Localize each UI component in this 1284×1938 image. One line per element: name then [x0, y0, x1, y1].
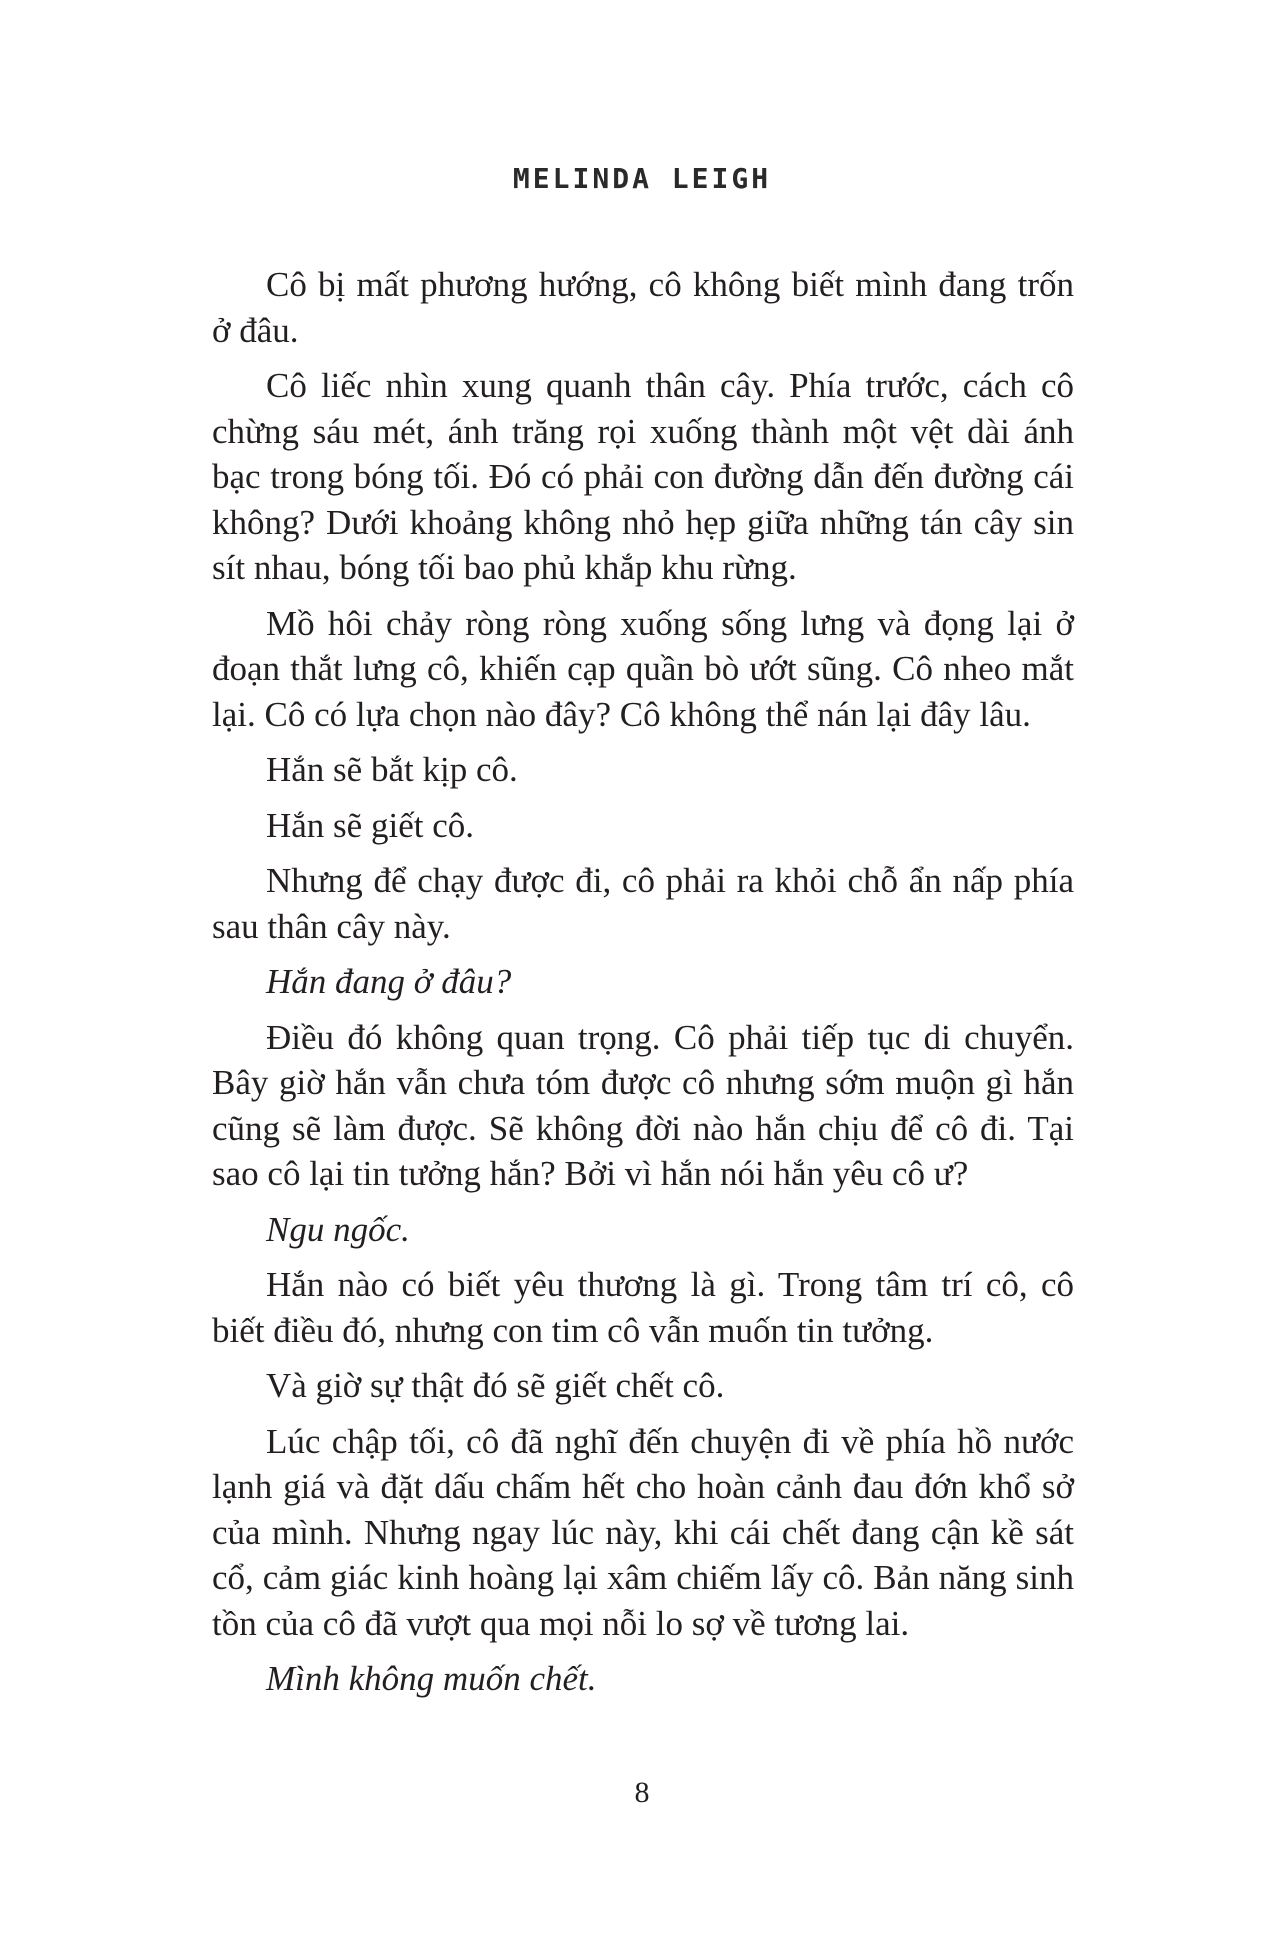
paragraph: Lúc chập tối, cô đã nghĩ đến chuyện đi về phía hồ nước lạnh giá và đặt dấu chấm hết cho hoàn cảnh đau đớn khổ sở của mình. Nhưng ngay lúc này, khi cái chết đang cận kề sát cổ, cảm giác kinh hoàng lại xâm chiếm lấy cô. Bản năng sinh tồn của cô đã vượt qua mọi nỗi lo sợ về tương lai.: [212, 1421, 1074, 1643]
paragraph-italic-thought: Mình không muốn chết.: [266, 1659, 597, 1698]
paragraph: Điều đó không quan trọng. Cô phải tiếp tục di chuyển. Bây giờ hắn vẫn chưa tóm được cô nhưng sớm muộn gì hắn cũng sẽ làm được. Sẽ không đời nào hắn chịu để cô đi. Tại sao cô lại tin tưởng hắn? Bởi vì hắn nói hắn yêu cô ư?: [212, 1017, 1074, 1193]
paragraph: Mồ hôi chảy ròng ròng xuống sống lưng và đọng lại ở đoạn thắt lưng cô, khiến cạp quần bò ướt sũng. Cô nheo mắt lại. Cô có lựa chọn nào đây? Cô không thể nán lại đây lâu.: [212, 603, 1074, 734]
paragraph: Hắn nào có biết yêu thương là gì. Trong tâm trí cô, cô biết điều đó, nhưng con tim cô vẫn muốn tin tưởng.: [212, 1265, 1074, 1350]
paragraph: Hắn sẽ bắt kịp cô.: [266, 750, 518, 789]
page-number: 8: [634, 1776, 650, 1809]
paragraph: Cô liếc nhìn xung quanh thân cây. Phía trước, cách cô chừng sáu mét, ánh trăng rọi xuống thành một vệt dài ánh bạc trong bóng tối. Đó có phải con đường dẫn đến đường cái không? Dưới khoảng không nhỏ hẹp giữa những tán cây sin sít nhau, bóng tối bao phủ khắp khu rừng.: [212, 366, 1074, 587]
running-header-author: MELINDA LEIGH: [512, 162, 772, 195]
paragraph: Và giờ sự thật đó sẽ giết chết cô.: [266, 1366, 725, 1405]
paragraph-italic-thought: Ngu ngốc.: [266, 1209, 410, 1249]
paragraph: Cô bị mất phương hướng, cô không biết mình đang trốn ở đâu.: [212, 265, 1074, 350]
body-text: [212, 262, 1074, 1712]
paragraph: Nhưng để chạy được đi, cô phải ra khỏi chỗ ẩn nấp phía sau thân cây này.: [212, 861, 1074, 946]
paragraph-italic-thought: Hắn đang ở đâu?: [266, 962, 512, 1001]
paragraph: Hắn sẽ giết cô.: [266, 805, 474, 845]
